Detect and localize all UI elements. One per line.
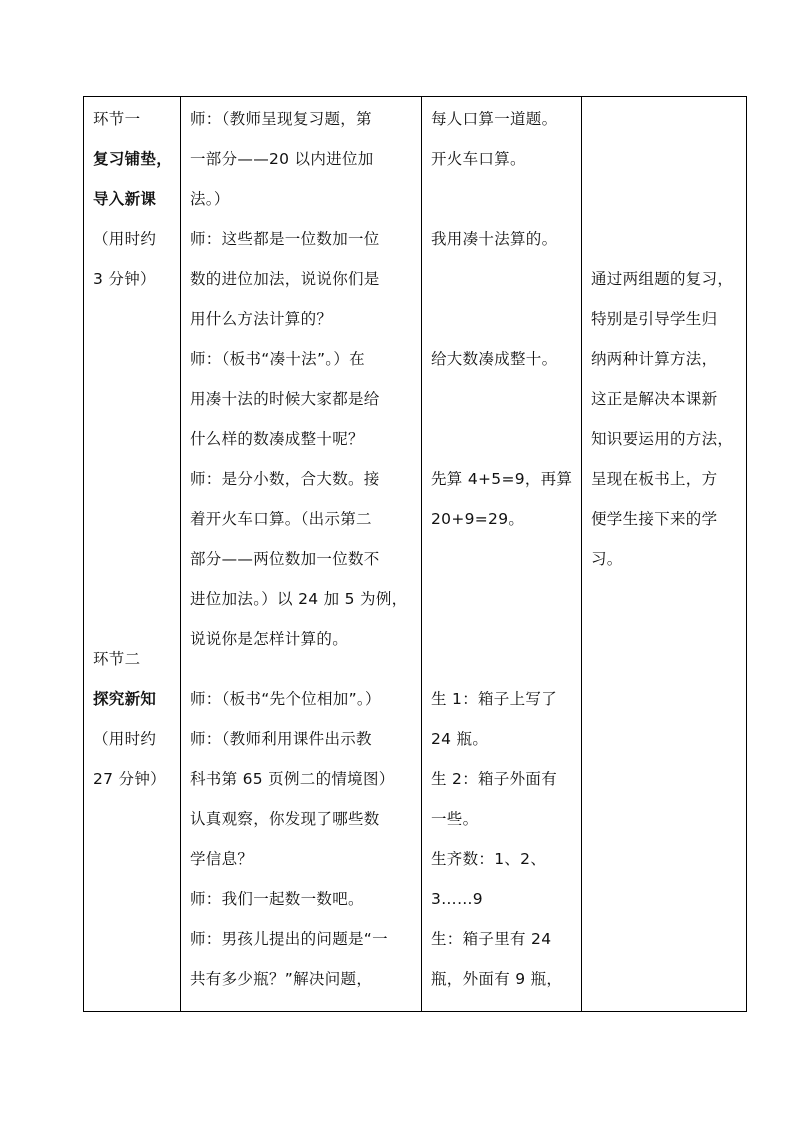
- stage-text-line: 环节一: [93, 110, 141, 128]
- student-text-line: 生：箱子里有 24: [431, 930, 552, 948]
- intent-text-line: 习。: [591, 550, 623, 568]
- student-text-line: 生 2：箱子外面有: [431, 770, 557, 788]
- teacher-text-line: 什么样的数凑成整十呢？: [190, 430, 364, 448]
- teacher-text-line: 部分——两位数加一位数不: [190, 550, 380, 568]
- teacher-text-line: 师：我们一起数一数吧。: [190, 890, 364, 908]
- teacher-text-line: 认真观察，你发现了哪些数: [190, 810, 380, 828]
- teacher-text-line: 科书第 65 页例二的情境图）: [190, 770, 395, 788]
- teacher-text-line: 师：（教师呈现复习题，第: [190, 110, 372, 128]
- stage-text-line: 27 分钟）: [93, 770, 166, 788]
- student-text-line: 先算 4+5=9，再算: [431, 470, 573, 488]
- student-text-line: 3……9: [431, 890, 483, 908]
- student-text-line: 24 瓶。: [431, 730, 489, 748]
- teacher-text-line: 学信息？: [190, 850, 254, 868]
- teacher-text-line: 师：（板书“先个位相加”。）: [190, 690, 381, 708]
- stage-text-line: 3 分钟）: [93, 270, 156, 288]
- student-text-line: 给大数凑成整十。: [431, 350, 558, 368]
- teacher-text-line: 着开火车口算。（出示第二: [190, 510, 372, 528]
- teacher-text-line: 进位加法。）以 24 加 5 为例，: [190, 590, 408, 608]
- teacher-text-line: 师：（板书“凑十法”。）在: [190, 350, 365, 368]
- teacher-activity-column: [181, 97, 421, 1011]
- intent-text-line: 便学生接下来的学: [591, 510, 718, 528]
- stage-column: [84, 97, 180, 1011]
- student-text-line: 20+9=29。: [431, 510, 525, 528]
- student-text-line: 我用凑十法算的。: [431, 230, 558, 248]
- stage-text-line: 导入新课: [93, 190, 157, 208]
- stage-text-line: 环节二: [93, 650, 141, 668]
- teacher-text-line: 用什么方法计算的？: [190, 310, 333, 328]
- teacher-text-line: 说说你是怎样计算的。: [190, 630, 349, 648]
- intent-text-line: 知识要运用的方法，: [591, 430, 734, 448]
- intent-text-line: 纳两种计算方法，: [591, 350, 718, 368]
- intent-text-line: 特别是引导学生归: [591, 310, 718, 328]
- student-text-line: 一些。: [431, 810, 479, 828]
- teacher-text-line: 用凑十法的时候大家都是给: [190, 390, 380, 408]
- intent-text-line: 这正是解决本课新: [591, 390, 718, 408]
- intent-text-line: 通过两组题的复习，: [591, 270, 734, 288]
- student-text-line: 开火车口算。: [431, 150, 526, 168]
- teacher-text-line: 师：（教师利用课件出示教: [190, 730, 372, 748]
- student-text-line: 生 1：箱子上写了: [431, 690, 557, 708]
- lesson-plan-table: [83, 96, 747, 1012]
- teacher-text-line: 一部分——20 以内进位加: [190, 150, 374, 168]
- teacher-text-line: 共有多少瓶？”解决问题，: [190, 970, 373, 988]
- student-text-line: 瓶，外面有 9 瓶，: [431, 970, 563, 988]
- teacher-text-line: 数的进位加法，说说你们是: [190, 270, 380, 288]
- stage-text-line: 探究新知: [93, 690, 157, 708]
- teacher-text-line: 师：是分小数，合大数。接: [190, 470, 380, 488]
- design-intent-column: [582, 97, 747, 1011]
- stage-text-line: （用时约: [93, 730, 157, 748]
- student-activity-column: [422, 97, 581, 1011]
- teacher-text-line: 师：男孩儿提出的问题是“一: [190, 930, 388, 948]
- intent-text-line: 呈现在板书上，方: [591, 470, 718, 488]
- stage-text-line: 复习铺垫，: [93, 150, 173, 168]
- student-text-line: 每人口算一道题。: [431, 110, 558, 128]
- student-text-line: 生齐数：1、2、: [431, 850, 547, 868]
- teacher-text-line: 师：这些都是一位数加一位: [190, 230, 380, 248]
- stage-text-line: （用时约: [93, 230, 157, 248]
- teacher-text-line: 法。）: [190, 190, 230, 208]
